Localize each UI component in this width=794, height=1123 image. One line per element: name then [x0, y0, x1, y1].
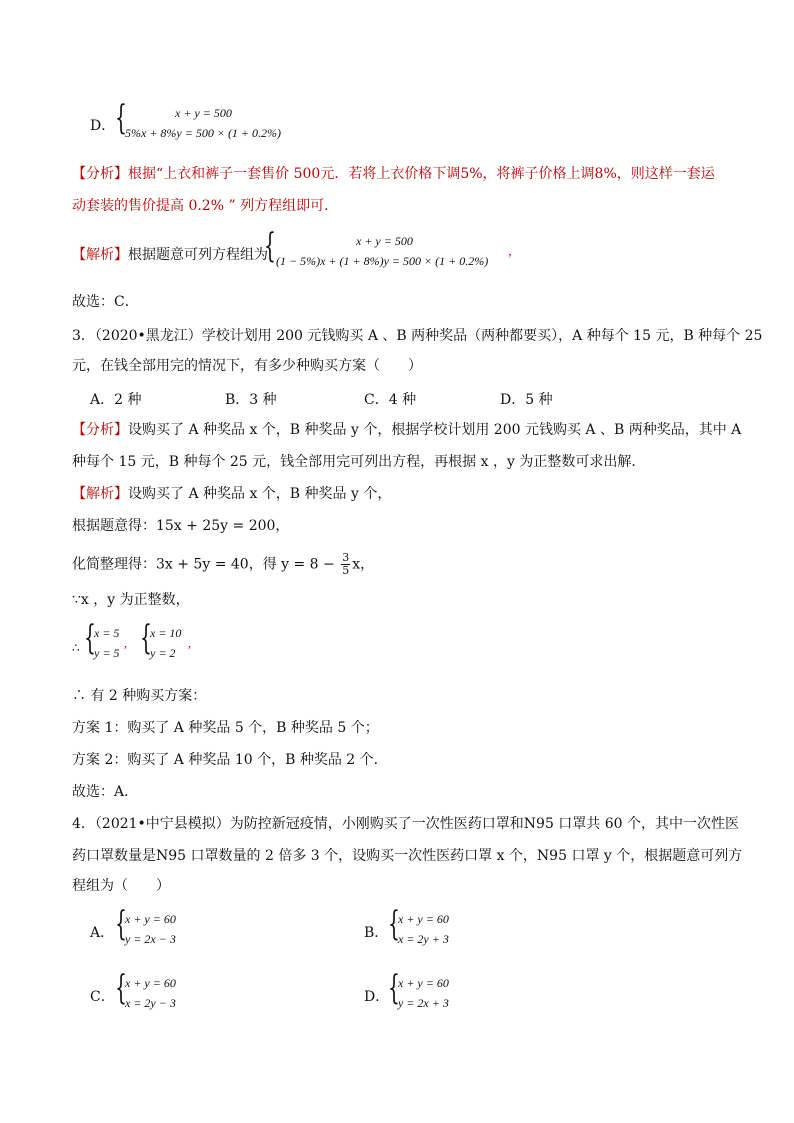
solution-system-b: { x = 10 y = 2 , — [140, 618, 191, 660]
solution-3-line-7: 方案 1：购买了 A 种奖品 5 个，B 种奖品 5 个； — [72, 720, 379, 736]
q4-option-c-label: C． — [90, 989, 115, 1005]
question-4-line-3: 程组为（ ） — [72, 878, 170, 894]
q4-option-b-label: B． — [364, 925, 389, 941]
q4-option-c-system: { x + y = 60 x = 2y − 3 — [115, 968, 176, 1010]
solution-3-line-1: 【解析】设购买了 A 种奖品 x 个，B 种奖品 y 个， — [72, 486, 392, 502]
analysis-tag: 【分析】 — [72, 422, 128, 438]
fraction: $\frac{3}{5}$ — [342, 551, 350, 577]
option-d-label: D． — [90, 118, 116, 134]
question-3-option-d: D．5 种 — [500, 392, 553, 408]
solution-system-a: { x = 5 y = 5 , — [84, 618, 127, 660]
q4-option-a-label: A． — [90, 925, 115, 941]
question-3-option-b: B．3 种 — [225, 392, 277, 408]
answer-3: 故选：A． — [72, 784, 139, 800]
q4-option-d-system: { x + y = 60 y = 2x + 3 — [388, 968, 449, 1010]
equation-system-solution-1: { x + y = 500 (1 − 5%)x + (1 + 8%)y = 500 × (1 + 0.2%) ， — [264, 226, 521, 268]
q4-option-a-system: { x + y = 60 y = 2x − 3 — [115, 904, 176, 946]
answer-1: 故选：C． — [72, 294, 139, 310]
question-3-option-c: C．4 种 — [364, 392, 417, 408]
solution-3-line-4: ∵x ，y 为正整数， — [72, 592, 190, 608]
question-4-line-2: 药口罩数量是N95 口罩数量的 2 倍多 3 个，设购买一次性医药口罩 x 个，N95 口罩 y 个，根据题意可列方 — [72, 848, 743, 864]
question-3-line-1: 3．（2020•黑龙江）学校计划用 200 元钱购买 A 、B 两种奖品（两种都要买），A 种每个 15 元，B 种每个 25 — [72, 328, 763, 344]
analysis-1-line-1: 【分析】根据“上衣和裤子一套售价 500元．若将上衣价格下调5%，将裤子价格上调8%，则这样一套运 — [72, 166, 715, 182]
solution-3-line-3: 化简整理得：3x + 5y = 40，得 y = 8 − $\frac{3}{5}$ x， — [72, 551, 375, 577]
therefore-symbol: ∴ — [72, 641, 80, 655]
solution-1-line: 【解析】根据题意可列方程组为 — [72, 247, 268, 263]
solution-3-line-6: ∴ 有 2 种购买方案： — [72, 688, 207, 704]
analysis-1-line-2: 动套装的售价提高 0.2% ” 列方程组即可． — [72, 198, 339, 214]
solution-tag: 【解析】 — [72, 486, 128, 502]
question-4-line-1: 4．（2021•中宁县模拟）为防控新冠疫情，小刚购买了一次性医药口罩和N95 口罩共 60 个，其中一次性医 — [72, 816, 740, 832]
solution-tag: 【解析】 — [72, 247, 128, 263]
analysis-tag: 【分析】 — [72, 166, 128, 182]
solution-3-line-8: 方案 2：购买了 A 种奖品 10 个，B 种奖品 2 个． — [72, 752, 388, 768]
equation-system-d: { x + y = 500 5%x + 8%y = 500 × (1 + 0.2%) — [115, 98, 282, 140]
q4-option-b-system: { x + y = 60 x = 2y + 3 — [388, 904, 449, 946]
analysis-3-line-2: 种每个 15 元，B 种每个 25 元，钱全部用完可列出方程，再根据 x ，y 为正整数可求出解． — [72, 454, 646, 470]
question-3-line-2: 元，在钱全部用完的情况下，有多少种购买方案（ ） — [72, 358, 422, 374]
question-3-option-a: A．2 种 — [90, 392, 142, 408]
solution-3-line-2: 根据题意得：15x + 25y = 200， — [72, 518, 290, 534]
q4-option-d-label: D． — [364, 989, 390, 1005]
analysis-3-line-1: 【分析】设购买了 A 种奖品 x 个，B 种奖品 y 个，根据学校计划用 200 元钱购买 A 、B 两种奖品，其中 A — [72, 422, 742, 438]
